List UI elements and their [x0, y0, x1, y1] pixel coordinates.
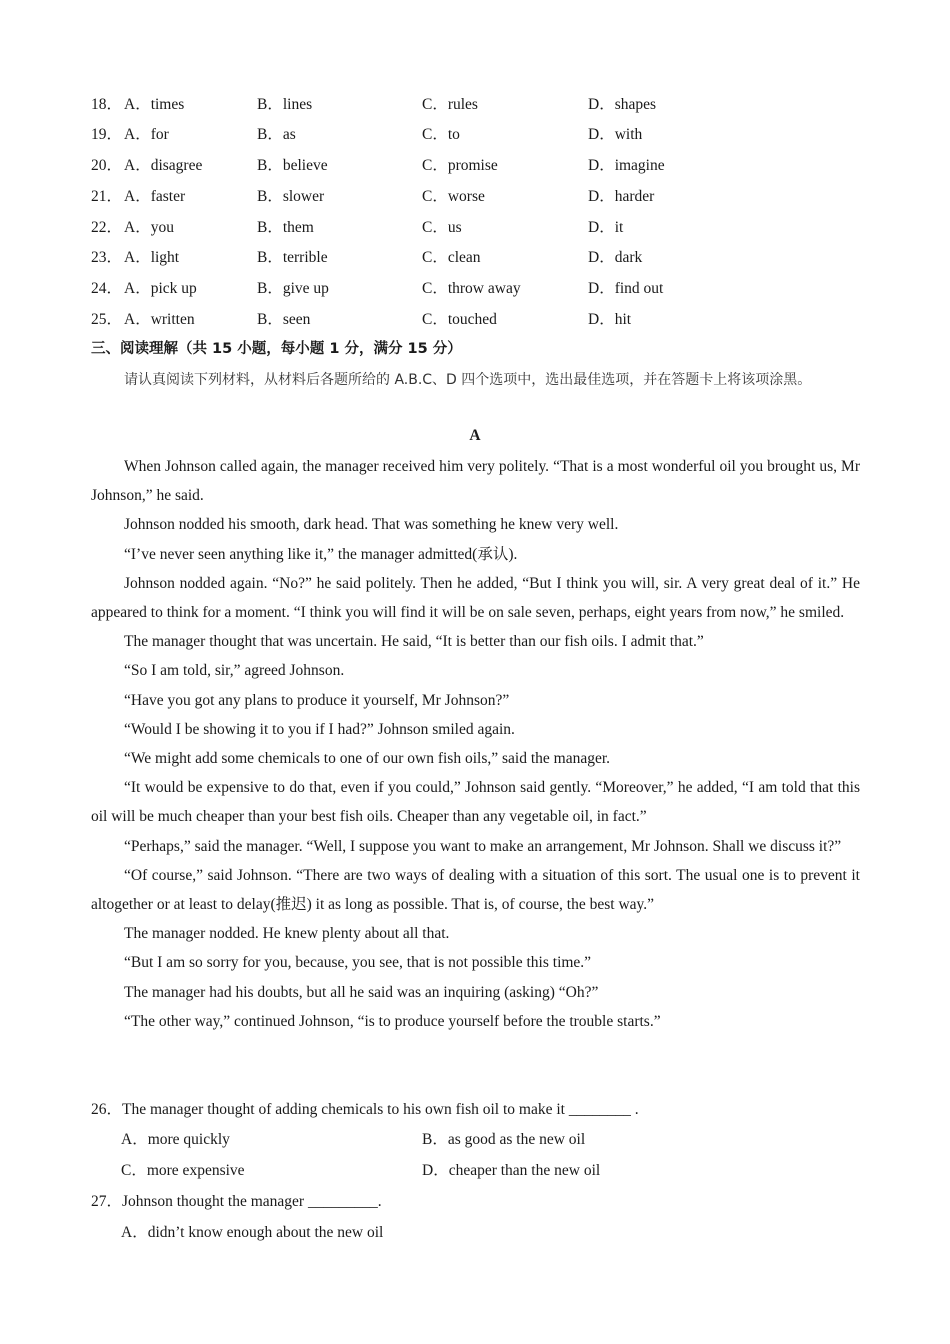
passage-paragraph: “It would be expensive to do that, even if you could,” Johnson said gently. “Moreover,” he added, “I am told that this oil will be much cheaper than your best fish oils. Cheaper than any vegetable oil, in fact.”: [91, 779, 860, 826]
passage-paragraph: “Perhaps,” said the manager. “Well, I suppose you want to make an arrangement, Mr Johnson. Shall we discuss it?”: [124, 837, 842, 855]
option-a: A．pick up: [124, 280, 197, 297]
passage-paragraph: The manager nodded. He knew plenty about all that.: [124, 925, 450, 943]
option-a: A．disagree: [124, 157, 203, 174]
mcq-item: [91, 92, 911, 114]
option-d: D．imagine: [588, 157, 665, 174]
option-a: A．light: [124, 249, 180, 266]
question-option: B．as good as the new oil: [422, 1131, 586, 1148]
option-a: A．times: [124, 96, 185, 113]
option-a: A．written: [124, 311, 195, 328]
passage-paragraph: Johnson nodded again. “No?” he said politely. Then he added, “But I think you will, sir. A very great deal of it.” He appeared to think for a moment. “I think you will find it will be on sale seven, perhaps, eight years from now,” he smiled.: [91, 574, 860, 622]
passage-paragraph: When Johnson called again, the manager received him very politely. “That is a most wonderful oil you brought us, Mr Johnson,” he said.: [91, 458, 860, 505]
mcq-item: [91, 307, 911, 329]
passage-body: [91, 452, 860, 1036]
option-b: B．give up: [257, 280, 329, 297]
passage-paragraph: “So I am told, sir,” agreed Johnson.: [124, 662, 345, 680]
passage-paragraph: “We might add some chemicals to one of our own fish oils,” said the manager.: [124, 750, 611, 768]
option-c: C．throw away: [422, 280, 521, 297]
question-number: 20．: [91, 157, 123, 174]
mcq-item: [91, 184, 911, 206]
option-b: B．seen: [257, 311, 311, 328]
option-c: C．to: [422, 126, 460, 143]
question-option: A．more quickly: [121, 1131, 230, 1148]
option-d: D．find out: [588, 280, 664, 297]
option-c: C．us: [422, 219, 462, 236]
passage-paragraph: “But I am so sorry for you, because, you see, that is not possible this time.”: [124, 954, 592, 972]
mcq-item: [91, 276, 911, 298]
option-a: A．for: [124, 126, 169, 143]
question-option: C．more expensive: [121, 1162, 245, 1179]
mcq-item: [91, 153, 911, 175]
option-d: D．dark: [588, 249, 643, 266]
option-d: D．hit: [588, 311, 632, 328]
question-stem: 27．Johnson thought the manager _________.: [91, 1193, 382, 1210]
passage-paragraph: “I’ve never seen anything like it,” the manager admitted(承认).: [124, 545, 518, 563]
option-c: C．worse: [422, 188, 485, 205]
question-number: 24．: [91, 280, 123, 297]
question-option: D．cheaper than the new oil: [422, 1162, 601, 1179]
mcq-item: [91, 245, 911, 267]
section-instruction: 请认真阅读下列材料，从材料后各题所给的 A.B.C、D 四个选项中，选出最佳选项，并在答题卡上将该项涂黑。: [124, 372, 812, 388]
question-number: 22．: [91, 219, 123, 236]
mcq-item: [91, 215, 911, 237]
mcq-item: [91, 122, 911, 144]
option-d: D．harder: [588, 188, 655, 205]
question-option: A．didn’t know enough about the new oil: [121, 1224, 384, 1241]
option-c: C．touched: [422, 311, 497, 328]
question-number: 19．: [91, 126, 123, 143]
passage-paragraph: The manager had his doubts, but all he said was an inquiring (asking) “Oh?”: [124, 983, 599, 1001]
question-number: 25．: [91, 311, 123, 328]
option-a: A．you: [124, 219, 174, 236]
question-number: 21．: [91, 188, 123, 205]
option-b: B．lines: [257, 96, 313, 113]
option-d: D．with: [588, 126, 643, 143]
option-d: D．shapes: [588, 96, 657, 113]
option-d: D．it: [588, 219, 624, 236]
passage-paragraph: “Would I be showing it to you if I had?” Johnson smiled again.: [124, 720, 515, 738]
passage-paragraph: “The other way,” continued Johnson, “is to produce yourself before the trouble starts.”: [124, 1012, 661, 1030]
passage-paragraph: The manager thought that was uncertain. He said, “It is better than our fish oils. I admit that.”: [124, 633, 704, 651]
option-b: B．slower: [257, 188, 325, 205]
option-b: B．as: [257, 126, 296, 143]
passage-title: A: [469, 427, 481, 444]
option-c: C．rules: [422, 96, 478, 113]
option-c: C．clean: [422, 249, 481, 266]
option-b: B．believe: [257, 157, 328, 174]
section-heading: 三、阅读理解（共 15 小题，每小题 1 分，满分 15 分）: [91, 341, 462, 357]
passage-paragraph: “Have you got any plans to produce it yourself, Mr Johnson?”: [124, 691, 510, 709]
passage-paragraph: “Of course,” said Johnson. “There are two ways of dealing with a situation of this sort. The usual one is to prevent it altogether or at least to delay(推迟) it as long as possible. That is, of course, the best way.”: [91, 866, 860, 914]
question-number: 23．: [91, 249, 123, 266]
question-number: 18．: [91, 96, 123, 113]
passage-paragraph: Johnson nodded his smooth, dark head. That was something he knew very well.: [124, 516, 619, 534]
option-b: B．terrible: [257, 249, 328, 266]
question-stem: 26．The manager thought of adding chemicals to his own fish oil to make it ________ .: [91, 1101, 639, 1118]
option-b: B．them: [257, 219, 314, 236]
option-a: A．faster: [124, 188, 186, 205]
option-c: C．promise: [422, 157, 498, 174]
